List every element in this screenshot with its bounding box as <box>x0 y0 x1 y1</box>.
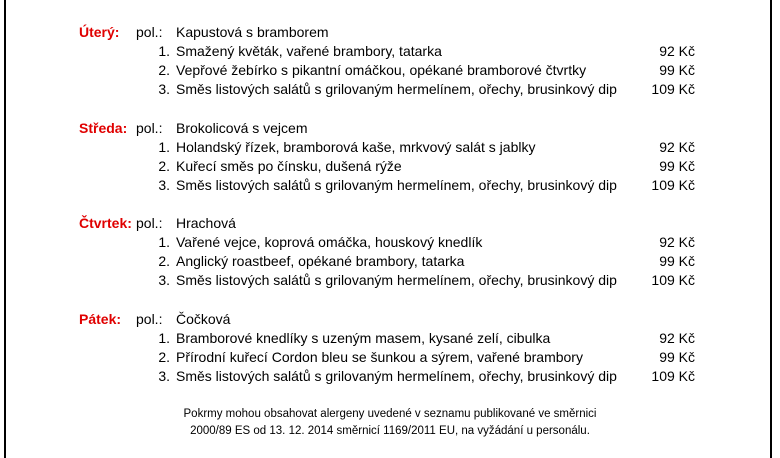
day-block-thursday <box>0 214 780 290</box>
day-name: Úterý: <box>79 24 120 40</box>
meal-price: 92 Kč <box>659 43 695 59</box>
meal-price: 99 Kč <box>659 349 695 365</box>
day-block-wednesday <box>0 119 780 195</box>
meal-price: 109 Kč <box>651 81 695 97</box>
meal-row <box>0 271 780 290</box>
day-name: Středa: <box>79 120 128 136</box>
meal-price: 99 Kč <box>659 62 695 78</box>
meal-price: 99 Kč <box>659 158 695 174</box>
meal-dish: Směs listových salátů s grilovaným hermelínem, ořechy, brusinkový dip <box>176 272 617 288</box>
soup-row <box>0 310 780 329</box>
meal-row <box>0 252 780 271</box>
meal-number: 3. <box>158 177 170 193</box>
soup-row <box>0 214 780 233</box>
meal-row <box>0 42 780 61</box>
meal-price: 92 Kč <box>659 234 695 250</box>
soup-name: Brokolicová s vejcem <box>176 120 308 136</box>
meal-row <box>0 80 780 99</box>
meal-dish: Smažený květák, vařené brambory, tatarka <box>176 43 442 59</box>
meal-number: 1. <box>158 234 170 250</box>
allergen-note <box>0 406 780 440</box>
allergen-note-line: Pokrmy mohou obsahovat alergeny uvedené v seznamu publikované ve směrnici <box>183 408 597 420</box>
meal-number: 2. <box>158 62 170 78</box>
day-name: Čtvrtek: <box>79 215 132 231</box>
day-block-tuesday <box>0 23 780 99</box>
meal-price: 109 Kč <box>651 272 695 288</box>
soup-row <box>0 119 780 138</box>
meal-dish: Směs listových salátů s grilovaným hermelínem, ořechy, brusinkový dip <box>176 177 617 193</box>
meal-number: 3. <box>158 368 170 384</box>
meal-dish: Anglický roastbeef, opékané brambory, tatarka <box>176 253 465 269</box>
meal-dish: Přírodní kuřecí Cordon bleu se šunkou a sýrem, vařené brambory <box>176 349 583 365</box>
meal-row <box>0 233 780 252</box>
meal-dish: Kuřecí směs po čínsku, dušená rýže <box>176 158 402 174</box>
day-block-friday <box>0 310 780 386</box>
meal-dish: Směs listových salátů s grilovaným hermelínem, ořechy, brusinkový dip <box>176 368 617 384</box>
soup-label: pol.: <box>136 311 163 327</box>
day-name: Pátek: <box>79 311 122 327</box>
meal-price: 109 Kč <box>651 177 695 193</box>
meal-row <box>0 329 780 348</box>
soup-name: Hrachová <box>176 215 236 231</box>
meal-row <box>0 138 780 157</box>
meal-price: 99 Kč <box>659 253 695 269</box>
soup-label: pol.: <box>136 24 163 40</box>
meal-number: 3. <box>158 272 170 288</box>
meal-price: 92 Kč <box>659 139 695 155</box>
meal-row <box>0 61 780 80</box>
meal-price: 109 Kč <box>651 368 695 384</box>
meal-dish: Vepřové žebírko s pikantní omáčkou, opékané bramborové čtvrtky <box>176 62 587 78</box>
meal-number: 3. <box>158 81 170 97</box>
soup-label: pol.: <box>136 120 163 136</box>
allergen-note-line: 2000/89 ES od 13. 12. 2014 směrnicí 1169/2011 EU, na vyžádání u personálu. <box>190 425 590 437</box>
meal-number: 2. <box>158 158 170 174</box>
soup-label: pol.: <box>136 215 163 231</box>
meal-dish: Směs listových salátů s grilovaným hermelínem, ořechy, brusinkový dip <box>176 81 617 97</box>
meal-number: 2. <box>158 253 170 269</box>
meal-number: 2. <box>158 349 170 365</box>
soup-name: Kapustová s bramborem <box>176 24 329 40</box>
meal-number: 1. <box>158 139 170 155</box>
soup-row <box>0 23 780 42</box>
meal-row <box>0 157 780 176</box>
meal-dish: Holandský řízek, bramborová kaše, mrkvový salát s jablky <box>176 139 536 155</box>
meal-row <box>0 348 780 367</box>
meal-row <box>0 367 780 386</box>
meal-dish: Bramborové knedlíky s uzeným masem, kysané zelí, cibulka <box>176 330 551 346</box>
meal-price: 92 Kč <box>659 330 695 346</box>
soup-name: Čočková <box>176 311 231 327</box>
meal-dish: Vařené vejce, koprová omáčka, houskový knedlík <box>176 234 483 250</box>
meal-row <box>0 176 780 195</box>
meal-number: 1. <box>158 43 170 59</box>
meal-number: 1. <box>158 330 170 346</box>
